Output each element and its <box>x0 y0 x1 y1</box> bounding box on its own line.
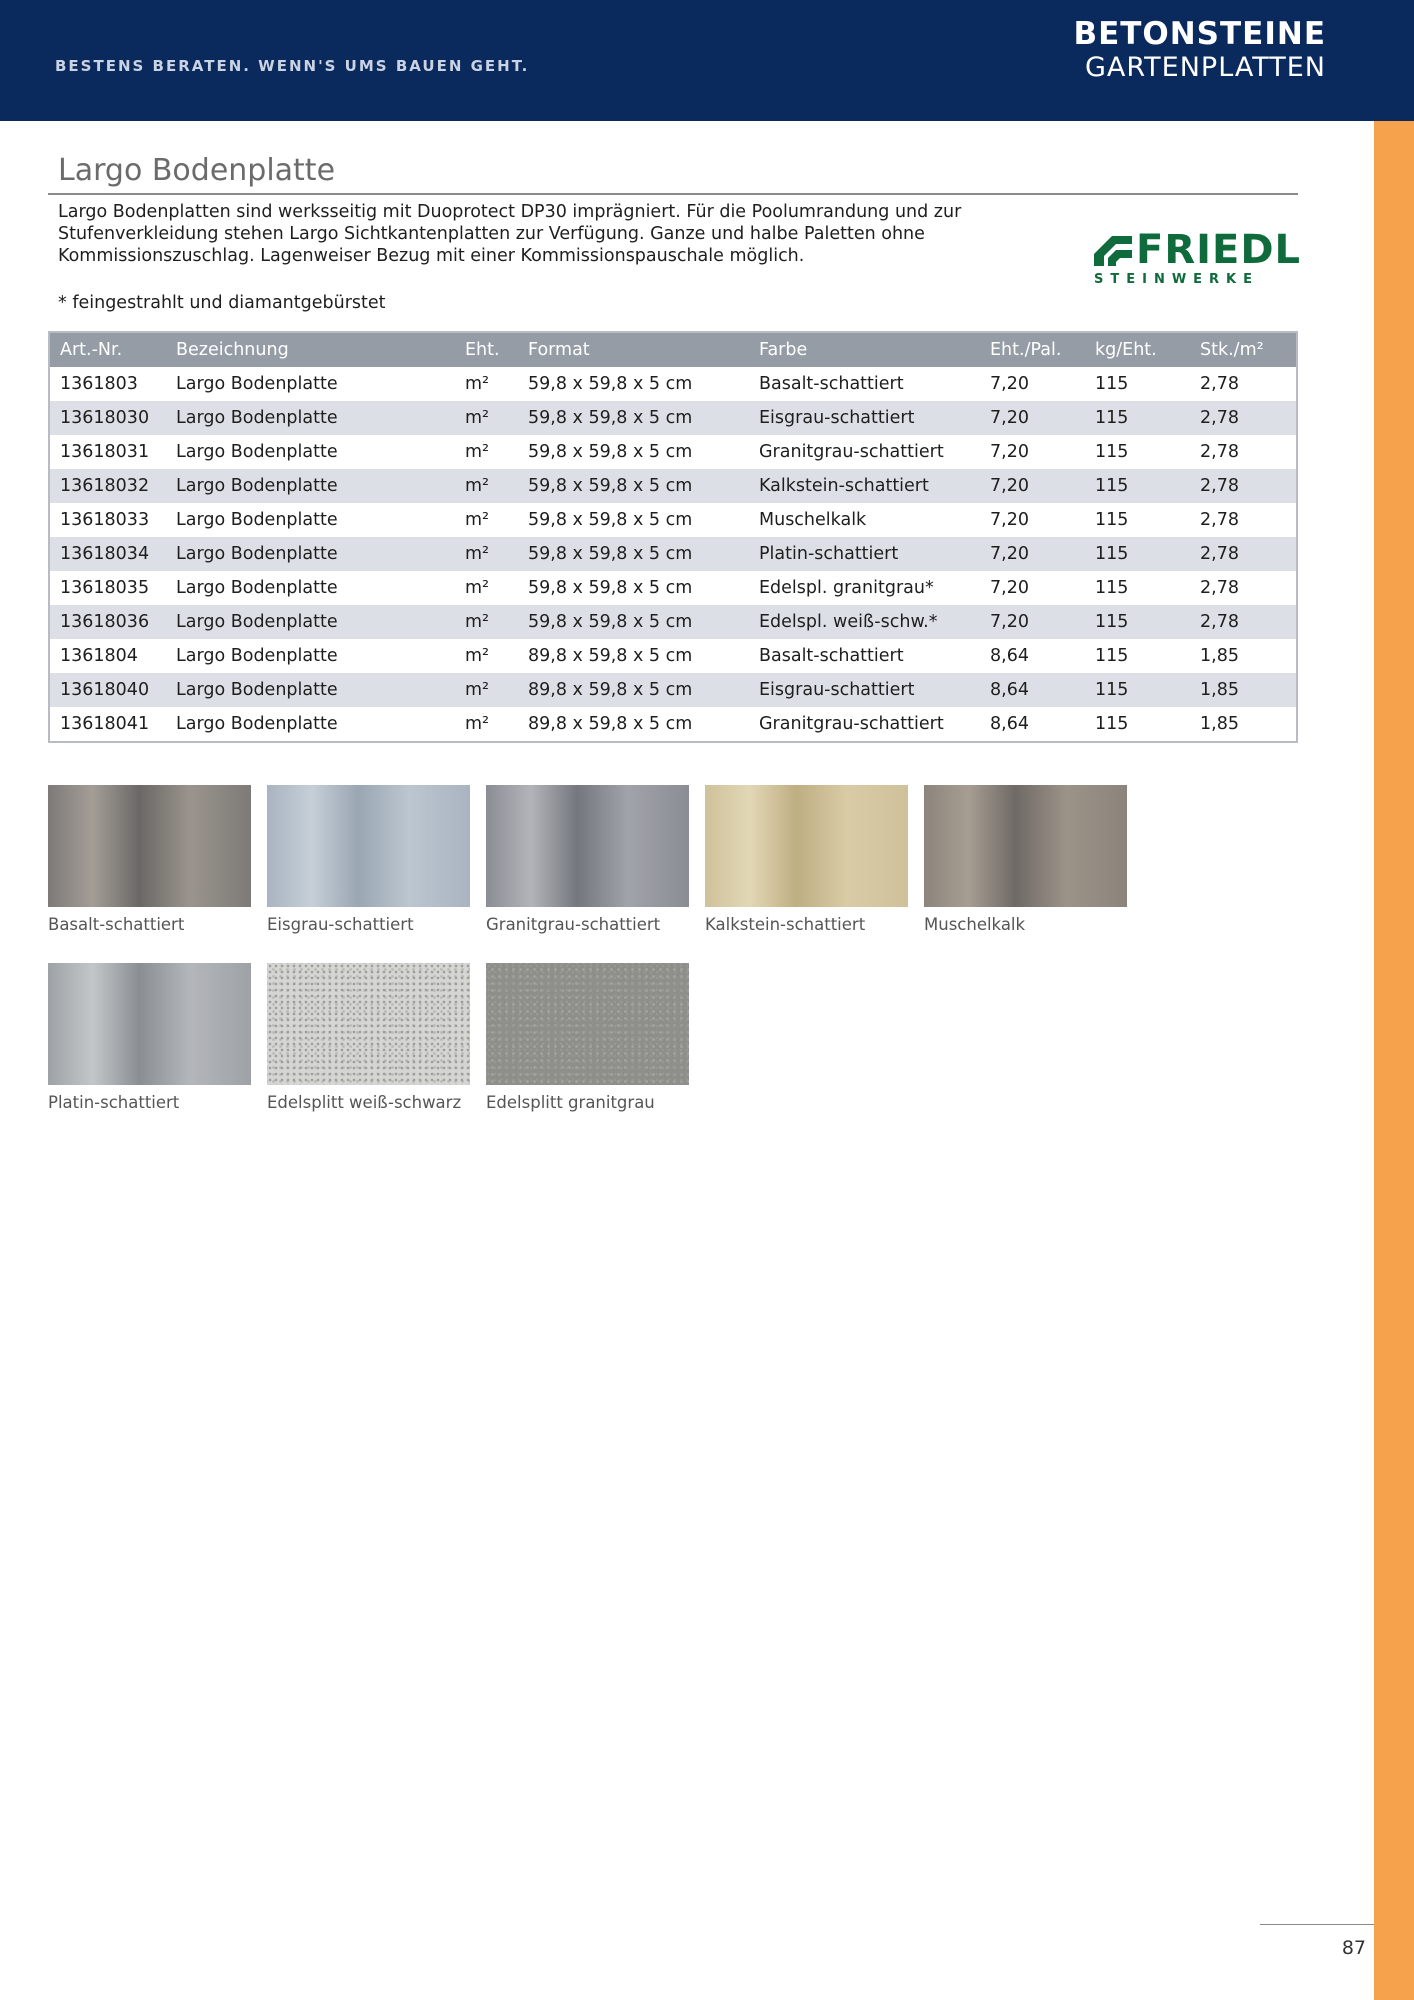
swatch-item <box>48 785 251 934</box>
swatch-item <box>267 785 470 934</box>
table-cell: 7,20 <box>990 578 1029 598</box>
table-cell: 13618036 <box>49 605 166 639</box>
swatch-label: Basalt-schattiert <box>48 915 185 934</box>
table-cell: m² <box>465 442 490 462</box>
table-cell: 7,20 <box>980 537 1085 571</box>
col-header-farbe: Farbe <box>749 332 980 367</box>
table-cell: m² <box>465 578 490 598</box>
friedl-logo <box>1092 227 1302 292</box>
table-cell: 2,78 <box>1200 510 1239 530</box>
swatch-image <box>486 785 689 907</box>
table-cell: 115 <box>1095 578 1129 598</box>
table-cell: m² <box>455 673 518 707</box>
table-cell: 115 <box>1085 401 1190 435</box>
table-cell: Granitgrau-schattiert <box>759 442 944 462</box>
table-header-row <box>49 332 1297 367</box>
table-cell: Eisgrau-schattiert <box>749 401 980 435</box>
swatch-item <box>486 963 689 1112</box>
table-cell: Largo Bodenplatte <box>176 714 338 734</box>
table-cell: m² <box>465 374 490 394</box>
header-slogan: BESTENS BERATEN. WENN'S UMS BAUEN GEHT. <box>55 57 530 75</box>
table-row <box>49 503 1297 537</box>
table-cell: 2,78 <box>1190 537 1297 571</box>
swatch-image <box>486 963 689 1085</box>
col-header-eht: Eht. <box>455 332 518 367</box>
swatch-image <box>705 785 908 907</box>
col-header-kg-eht: kg/Eht. <box>1085 332 1190 367</box>
swatch-label: Muschelkalk <box>924 915 1026 934</box>
table-cell: 2,78 <box>1190 401 1297 435</box>
table-cell: 1,85 <box>1200 714 1239 734</box>
table-cell: 115 <box>1085 673 1190 707</box>
table-cell: 59,8 x 59,8 x 5 cm <box>518 469 749 503</box>
col-header-format: Format <box>518 332 749 367</box>
product-table <box>48 331 1298 743</box>
table-row <box>49 673 1297 707</box>
swatch-item <box>267 963 470 1112</box>
table-cell: 13618031 <box>60 442 150 462</box>
swatch-image <box>267 785 470 907</box>
table-cell: Muschelkalk <box>759 510 867 530</box>
table-cell: Largo Bodenplatte <box>176 646 338 666</box>
table-row <box>49 537 1297 571</box>
table-cell: 7,20 <box>980 401 1085 435</box>
table-cell: 7,20 <box>990 510 1029 530</box>
table-cell: Largo Bodenplatte <box>176 578 338 598</box>
swatch-item <box>705 785 908 934</box>
table-cell: m² <box>465 510 490 530</box>
table-cell: 59,8 x 59,8 x 5 cm <box>528 510 693 530</box>
category-title: BETONSTEINE <box>1073 16 1326 52</box>
table-cell: 115 <box>1095 374 1129 394</box>
table-row <box>49 639 1297 673</box>
table-cell: 8,64 <box>990 646 1029 666</box>
table-cell: 1361804 <box>60 646 138 666</box>
table-cell: Largo Bodenplatte <box>166 401 455 435</box>
table-cell: Platin-schattiert <box>749 537 980 571</box>
table-cell: m² <box>465 646 490 666</box>
table-cell: 115 <box>1095 714 1129 734</box>
table-cell: 13618040 <box>49 673 166 707</box>
intro-paragraph: Largo Bodenplatten sind werksseitig mit Duoprotect DP30 imprägniert. Für die Poolumrandung und zur Stufenverkleidung stehen Largo Sichtkantenplatten zur Verfügung. Ganze und halbe Paletten ohne Kommissionszuschlag. Lagenweiser Bezug mit einer Kommissionspauschale möglich. <box>58 202 962 266</box>
table-cell: 2,78 <box>1200 374 1239 394</box>
table-cell: 89,8 x 59,8 x 5 cm <box>518 673 749 707</box>
swatch-item <box>48 963 251 1112</box>
table-cell: m² <box>455 469 518 503</box>
table-cell: Largo Bodenplatte <box>176 510 338 530</box>
swatch-image <box>924 785 1127 907</box>
col-header-eht-pal: Eht./Pal. <box>980 332 1085 367</box>
swatch-label: Eisgrau-schattiert <box>267 915 414 934</box>
table-cell: Largo Bodenplatte <box>166 469 455 503</box>
swatch-label: Edelsplitt weiß-schwarz <box>267 1093 462 1112</box>
table-cell: Largo Bodenplatte <box>166 673 455 707</box>
table-cell: 8,64 <box>980 673 1085 707</box>
page-title: Largo Bodenplatte <box>58 153 336 188</box>
swatch-item <box>924 785 1127 934</box>
table-cell: Eisgrau-schattiert <box>749 673 980 707</box>
table-cell: Basalt-schattiert <box>759 646 904 666</box>
swatch-label: Platin-schattiert <box>48 1093 180 1112</box>
table-cell: 13618033 <box>60 510 150 530</box>
table-cell: Granitgrau-schattiert <box>759 714 944 734</box>
table-cell: 115 <box>1085 469 1190 503</box>
page-header <box>0 0 1414 121</box>
table-cell: 2,78 <box>1190 469 1297 503</box>
table-cell: 13618030 <box>49 401 166 435</box>
table-cell: m² <box>455 537 518 571</box>
swatch-image <box>48 785 251 907</box>
table-cell: 13618041 <box>60 714 150 734</box>
table-cell: 7,20 <box>980 469 1085 503</box>
table-row <box>49 707 1297 742</box>
table-cell: 115 <box>1085 537 1190 571</box>
table-cell: 13618035 <box>60 578 150 598</box>
swatch-image <box>48 963 251 1085</box>
table-cell: Largo Bodenplatte <box>166 537 455 571</box>
table-row <box>49 469 1297 503</box>
table-cell: 115 <box>1095 646 1129 666</box>
table-cell: 7,20 <box>980 605 1085 639</box>
table-cell: 59,8 x 59,8 x 5 cm <box>518 605 749 639</box>
swatch-label: Granitgrau-schattiert <box>486 915 661 934</box>
col-header-art-nr: Art.-Nr. <box>49 332 166 367</box>
table-cell: 2,78 <box>1200 578 1239 598</box>
table-cell: 59,8 x 59,8 x 5 cm <box>528 578 693 598</box>
table-cell: Edelspl. weiß-schw.* <box>749 605 980 639</box>
table-cell: 59,8 x 59,8 x 5 cm <box>528 374 693 394</box>
table-cell: 13618034 <box>49 537 166 571</box>
table-cell: m² <box>465 714 490 734</box>
table-cell: m² <box>455 605 518 639</box>
col-header-bezeichnung: Bezeichnung <box>166 332 455 367</box>
swatch-label: Kalkstein-schattiert <box>705 915 866 934</box>
title-divider <box>48 193 1298 195</box>
logo-wordmark: FRIEDL <box>1136 227 1302 273</box>
logo-subtitle: STEINWERKE <box>1094 272 1260 287</box>
table-cell: 89,8 x 59,8 x 5 cm <box>528 646 693 666</box>
swatch-item <box>486 785 689 934</box>
page-number-rule <box>1260 1924 1374 1925</box>
table-cell: 13618032 <box>49 469 166 503</box>
table-cell: 1,85 <box>1200 646 1239 666</box>
subcategory-title: GARTENPLATTEN <box>1084 52 1326 83</box>
table-cell: 115 <box>1085 605 1190 639</box>
table-cell: 59,8 x 59,8 x 5 cm <box>518 401 749 435</box>
table-cell: 59,8 x 59,8 x 5 cm <box>518 537 749 571</box>
table-cell: 59,8 x 59,8 x 5 cm <box>528 442 693 462</box>
footnote: * feingestrahlt und diamantgebürstet <box>58 293 386 313</box>
logo-roof-icon <box>1094 236 1132 266</box>
table-cell: Basalt-schattiert <box>759 374 904 394</box>
table-cell: m² <box>455 401 518 435</box>
table-cell: 7,20 <box>990 442 1029 462</box>
table-cell: 1361803 <box>60 374 138 394</box>
table-cell: Edelspl. granitgrau* <box>759 578 934 598</box>
table-row <box>49 401 1297 435</box>
table-cell: 89,8 x 59,8 x 5 cm <box>528 714 693 734</box>
table-row <box>49 435 1297 469</box>
swatch-image <box>267 963 470 1085</box>
table-cell: 115 <box>1095 442 1129 462</box>
page-number: 87 <box>1341 1937 1366 1959</box>
table-cell: 7,20 <box>990 374 1029 394</box>
table-cell: 115 <box>1095 510 1129 530</box>
side-accent-bar <box>1374 121 1414 2000</box>
table-cell: Largo Bodenplatte <box>176 374 338 394</box>
table-cell: 2,78 <box>1200 442 1239 462</box>
table-cell: Kalkstein-schattiert <box>749 469 980 503</box>
swatch-label: Edelsplitt granitgrau <box>486 1093 655 1112</box>
table-row <box>49 571 1297 605</box>
table-cell: Largo Bodenplatte <box>176 442 338 462</box>
table-cell: 1,85 <box>1190 673 1297 707</box>
table-row <box>49 605 1297 639</box>
table-row <box>49 367 1297 401</box>
table-cell: 8,64 <box>990 714 1029 734</box>
table-cell: 2,78 <box>1190 605 1297 639</box>
table-cell: Largo Bodenplatte <box>166 605 455 639</box>
col-header-stk-m2: Stk./m² <box>1190 332 1297 367</box>
